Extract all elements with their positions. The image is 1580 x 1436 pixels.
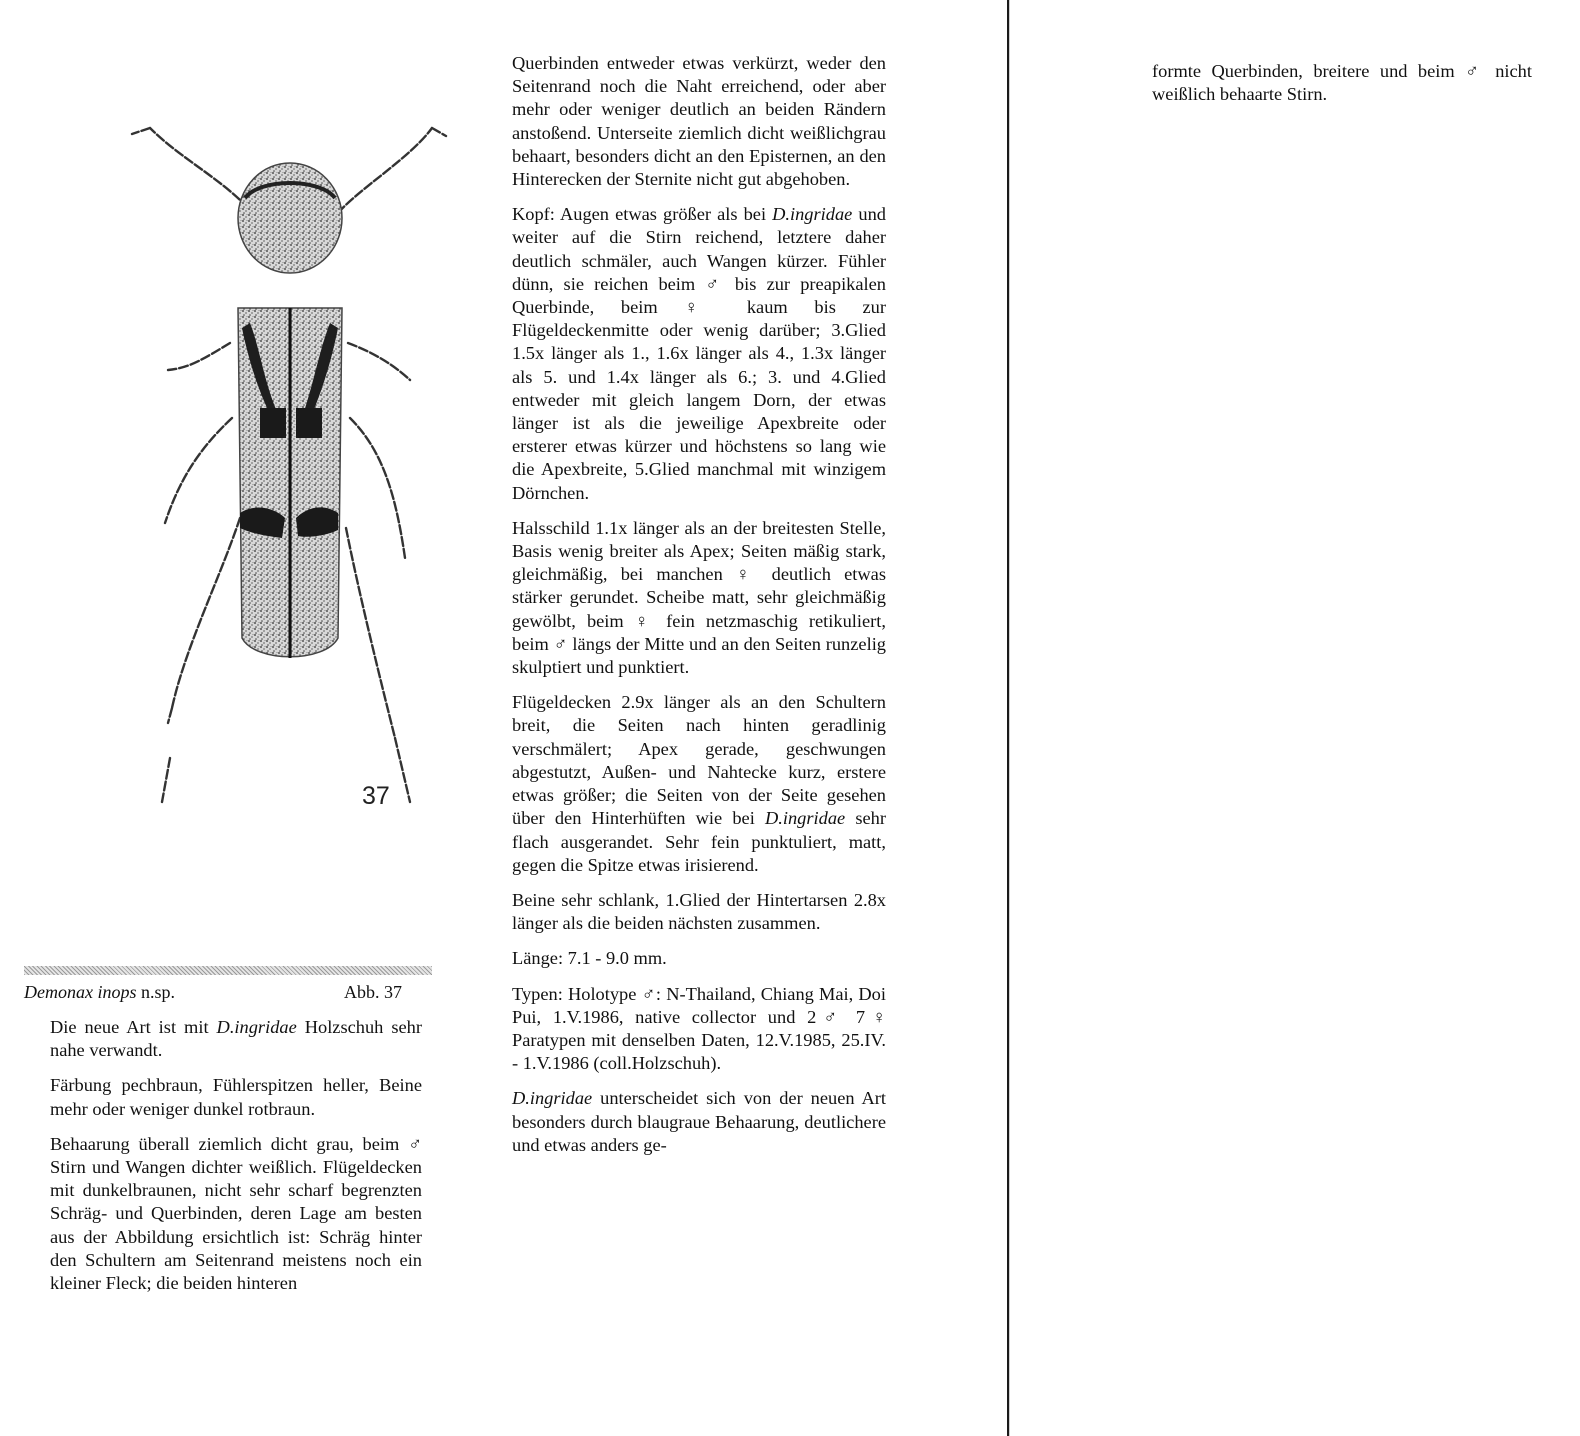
paragraph: Beine sehr schlank, 1.Glied der Hintertarsen 2.8x länger als die beiden nächsten zusammen.: [512, 889, 886, 934]
paragraph: Halsschild 1.1x länger als an der breitesten Stelle, Basis wenig breiter als Apex; Seiten mäßig stark, gleichmäßig, bei manchen ♀ deutlich etwas stärker gerundet. Scheibe matt, sehr gleichmäßig gewölbt, beim ♀ fein netzmaschig retikuliert, beim ♂ längs der Mitte und an den Seiten runzelig skulptiert und punktiert.: [512, 517, 886, 678]
figure-37: [110, 118, 455, 818]
paragraph: [512, 1087, 886, 1157]
paragraph: Länge: 7.1 - 9.0 mm.: [512, 948, 667, 969]
paragraph: Typen: Holotype ♂: N-Thailand, Chiang Mai, Doi Pui, 1.V.1986, native collector und 2♂ 7♀ Paratypen mit denselben Daten, 12.V.1985, 25.IV. - 1.V.1986 (coll.Holzschuh).: [512, 983, 886, 1074]
text-run: sehr flach ausgerandet. Sehr fein punktuliert, matt, gegen die Spitze etwas irisierend.: [512, 808, 886, 875]
species-ref: D.ingridae: [764, 808, 846, 829]
paragraph: [512, 203, 886, 505]
species-ref: D.ingridae: [512, 1088, 593, 1109]
text-column-2: [512, 52, 886, 1169]
paragraph: Färbung pechbraun, Fühlerspitzen heller, Beine mehr oder weniger dunkel rotbraun.: [50, 1075, 422, 1119]
species-ref: D.ingridae: [772, 204, 853, 225]
paragraph: [50, 1016, 422, 1062]
text-run: und weiter auf die Stirn reichend, letztere daher deutlich schmäler, auch Wangen kürzer. Fühler dünn, sie reichen beim ♂ bis zur preapikalen Querbinde, beim ♀ kaum bis zur Flügeldeckenmitte oder wenig darüber; 3.Glied 1.5x länger als 1., 1.6x länger als 4., 1.3x länger als 5. und 1.4x länger als 6.; 3. und 4.Glied entweder mit gleich langem Dorn, der etwas länger ist als die jeweilige Apexbreite oder ersterer etwas kürzer und höchstens so lang wie die Apexbreite, 5.Glied manchmal mit winzigem Dörnchen.: [512, 204, 886, 503]
longhorn-beetle-illustration: [110, 118, 455, 818]
paragraph: Behaarung überall ziemlich dicht grau, beim ♂ Stirn und Wangen dichter weißlich. Flügeldecken mit dunkelbraunen, nicht sehr scharf begrenzten Schräg- und Querbinden, deren Lage am besten aus der Abbildung ersichtlich ist: Schräg hinter den Schultern am Seitenrand meistens noch ein kleiner Fleck; die beiden hinteren: [50, 1133, 422, 1294]
caption-species: Demonax inops: [24, 982, 137, 1002]
text-run: Flügeldecken 2.9x länger als an den Schultern breit, die Seiten nach hinten geradlinig verschmälert; Apex gerade, geschwungen abgestutzt, Außen- und Nahtecke kurz, erstere etwas größer; die Seiten von der Seite gesehen über den Hinterhüften wie bei: [512, 692, 886, 829]
paragraph: formte Querbinden, breitere und beim ♂ nicht weißlich behaarte Stirn.: [1152, 61, 1532, 105]
text-run: Holzschuh sehr nahe verwandt.: [50, 1017, 422, 1061]
page-divider-shadow: [1009, 0, 1010, 1436]
text-run: Kopf: Augen etwas größer als bei: [512, 204, 773, 225]
text-column-3: [1152, 60, 1532, 118]
text-run: unterscheidet sich von der neuen Art besonders durch blaugraue Behaarung, deutlichere und etwas anders ge-: [512, 1088, 886, 1155]
paragraph: [512, 691, 886, 877]
figure-number: 37: [362, 782, 390, 810]
paragraph: Querbinden entweder etwas verkürzt, weder den Seitenrand noch die Naht erreichend, oder aber mehr oder weniger deutlich an beiden Rändern anstoßend. Unterseite ziemlich dicht weißlichgrau behaart, besonders dicht an den Episternen, an den Hinterecken der Sternite nicht gut abgehoben.: [512, 53, 886, 190]
figure-caption: [24, 982, 402, 1003]
caption-rule: [24, 966, 432, 975]
text-column-1: [50, 1016, 422, 1307]
text-run: Die neue Art ist mit: [50, 1017, 217, 1037]
caption-suffix: n.sp.: [136, 982, 175, 1002]
species-ref: D.ingridae: [216, 1017, 297, 1037]
caption-abb: Abb. 37: [344, 982, 402, 1002]
